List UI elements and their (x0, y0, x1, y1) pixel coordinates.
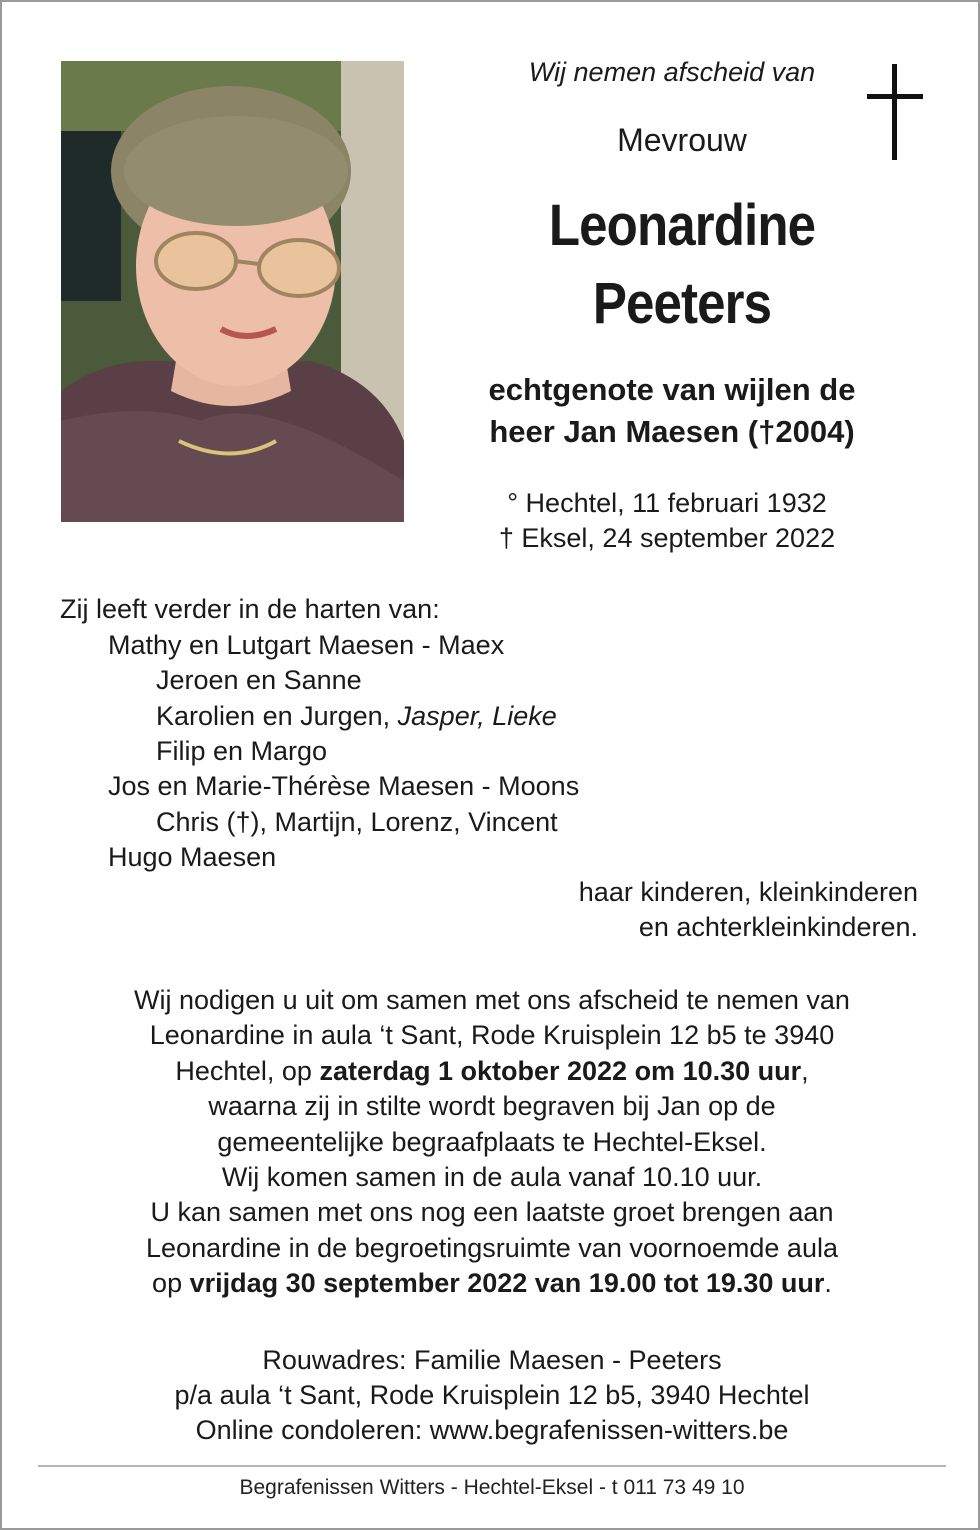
ceremony-line: U kan samen met ons nog een laatste groet brengen aan (150, 1197, 834, 1228)
portrait-photo (61, 61, 404, 522)
ceremony-date: zaterdag 1 oktober 2022 om 10.30 uur (319, 1055, 802, 1086)
ceremony-text (42, 983, 942, 1302)
ceremony-line-post: , (801, 1055, 809, 1086)
visitation-date: vrijdag 30 september 2022 van 19.00 tot 19.30 uur (189, 1268, 825, 1299)
family-line: Jeroen en Sanne (156, 665, 362, 695)
intro-text: Wij nemen afscheid van (528, 57, 816, 87)
family-heading: Zij leeft verder in de harten van: (60, 594, 440, 624)
ceremony-line: Wij komen samen in de aula vanaf 10.10 uur. (221, 1162, 763, 1193)
online-condolence-link[interactable]: Online condoleren: www.begrafenissen-witters.be (195, 1415, 789, 1445)
ceremony-line: waarna zij in stilte wordt begraven bij Jan op de (208, 1091, 776, 1122)
mourning-address: Rouwadres: Familie Maesen - Peeters (262, 1345, 722, 1375)
family-line: Hugo Maesen (108, 842, 277, 872)
spouse-line-2: heer Jan Maesen (†2004) (489, 414, 855, 449)
ceremony-line (42, 1266, 942, 1301)
ceremony-line-pre: op (152, 1268, 190, 1299)
family-closing-1: haar kinderen, kleinkinderen (578, 877, 918, 907)
ceremony-line: gemeentelijke begraafplaats te Hechtel-Eksel. (217, 1126, 767, 1157)
ceremony-line: Leonardine in de begroetingsruimte van voornoemde aula (146, 1232, 838, 1263)
spouse-line-1: echtgenote van wijlen de (488, 372, 856, 407)
ceremony-line: Wij nodigen u uit om samen met ons afscheid te nemen van (134, 985, 850, 1015)
divider (38, 1465, 946, 1467)
birth-date: ° Hechtel, 11 februari 1932 (507, 488, 827, 518)
mourning-address-line-2: p/a aula ‘t Sant, Rode Kruisplein 12 b5, 3940 Hechtel (174, 1380, 810, 1410)
family-line (156, 699, 557, 734)
ceremony-line-pre: Hechtel, op (175, 1055, 320, 1086)
honorific: Mevrouw (617, 122, 747, 158)
funeral-home-footer: Begrafenissen Witters - Hechtel-Eksel - t 011 73 49 10 (239, 1476, 745, 1499)
ceremony-line-post: . (824, 1268, 832, 1299)
death-date: † Eksel, 24 september 2022 (498, 523, 836, 553)
ceremony-line (42, 1054, 942, 1089)
family-line: Chris (†), Martijn, Lorenz, Vincent (156, 807, 558, 837)
ceremony-line: Leonardine in aula ‘t Sant, Rode Kruisplein 12 b5 te 3940 (149, 1020, 835, 1051)
family-line: Mathy en Lutgart Maesen - Maex (108, 630, 505, 660)
family-line-text: Karolien en Jurgen, (156, 701, 398, 731)
family-line-italic: Jasper, Lieke (397, 701, 557, 731)
family-closing-2: en achterkleinkinderen. (638, 912, 918, 942)
family-line: Jos en Marie-Thérèse Maesen - Moons (108, 771, 580, 801)
last-name: Peeters (592, 271, 772, 336)
family-line: Filip en Margo (156, 736, 328, 766)
first-name: Leonardine (548, 193, 816, 258)
